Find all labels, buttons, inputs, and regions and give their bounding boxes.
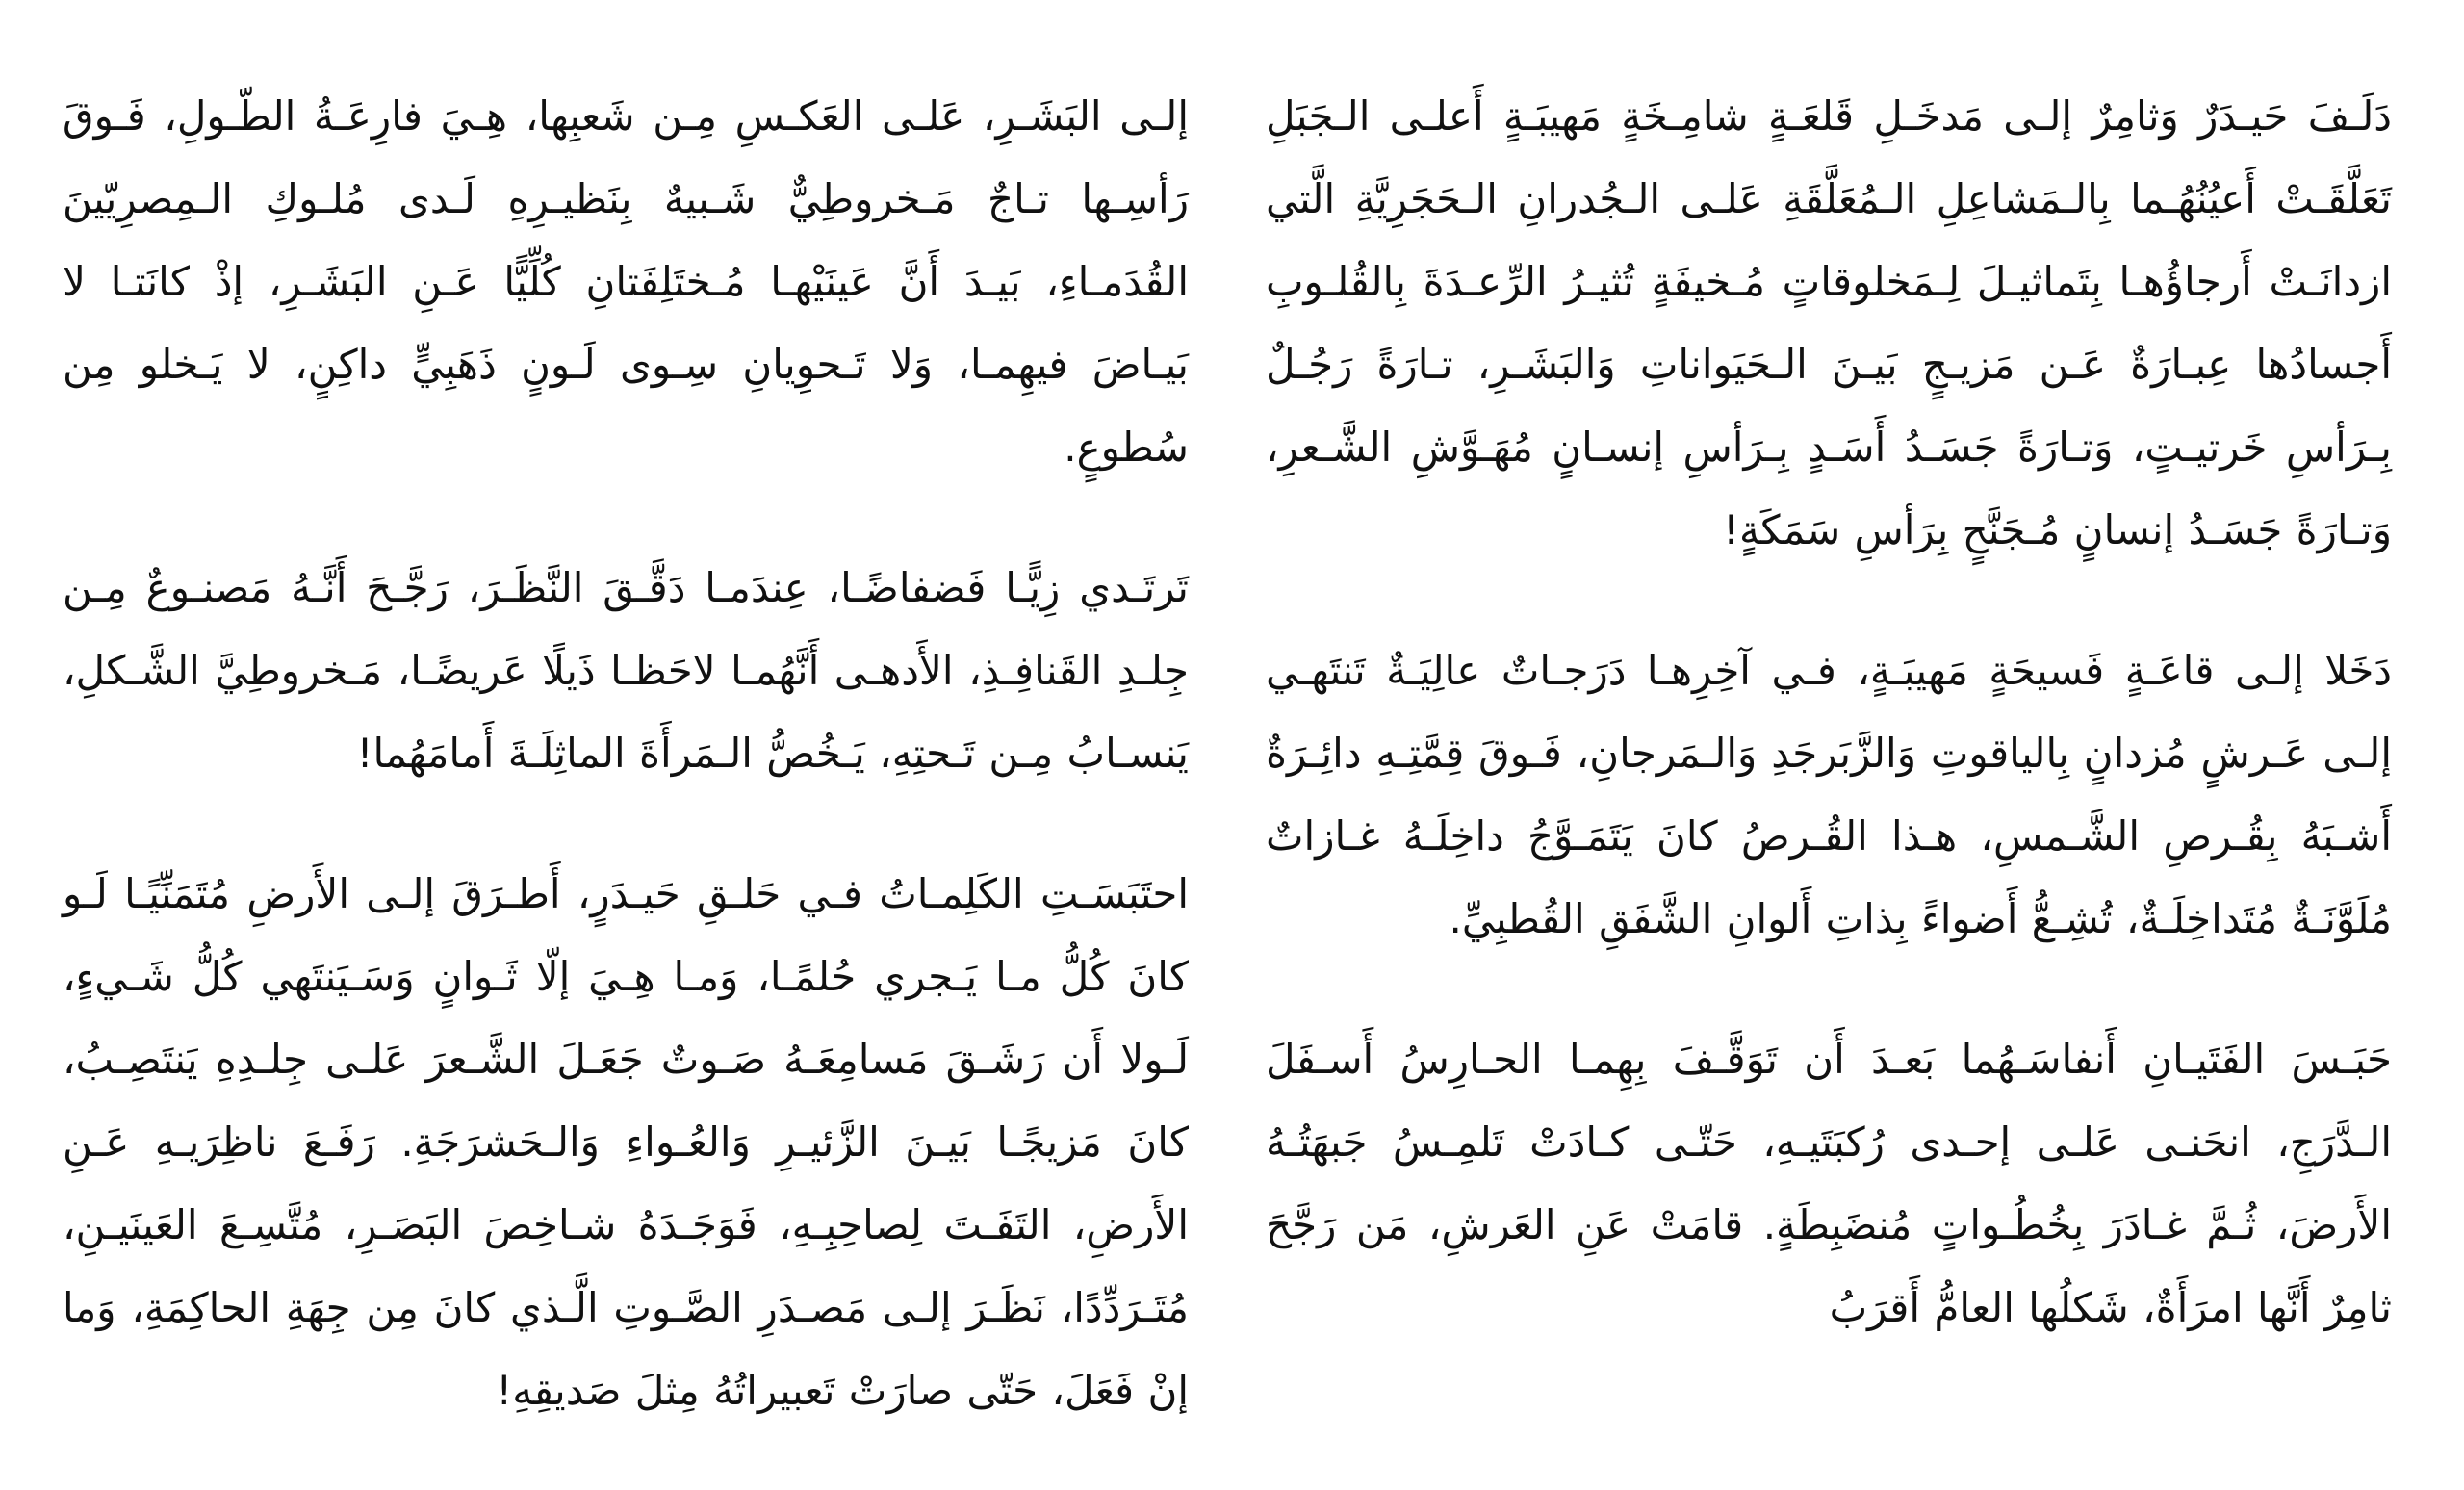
paragraph: حَبَـسَ الفَتَيـانِ أَنفاسَـهُما بَعـدَ أَن تَوَقَّـفَ بِهِمـا الحـارِسُ أَسـفَلَ الـدَّرَجِ، انحَنـى عَلـى إحـدى رُكبَتَيـهِ، حَتّـى كـادَتْ تَلمِـسُ جَبهَتُـهُ الأَرضَ، ثُـمَّ غـادَرَ بِخُطُـواتٍ مُنضَبِطَةٍ. قامَتْ عَنِ العَرشِ، مَن رَجَّحَ ثامِرٌ أَنَّها امرَأَةٌ، شَكلُها العامُّ أَقرَبُ <box>1266 1036 2392 1331</box>
right-text-column <box>1266 75 2392 1407</box>
paragraph: تَرتَـدي زِيًّـا فَضفاضًـا، عِندَمـا دَقَّـقَ النَّظَـرَ، رَجَّـحَ أَنَّـهُ مَصنـوعٌ مِـن جِلـدِ القَنافِـذِ، الأَدهـى أَنَّهُمـا لاحَظـا ذَيلًا عَريضًـا، مَـخروطِيَّ الشَّـكلِ، يَنسـابُ مِـن تَـحتِهِ، يَـخُصُّ الـمَرأَةَ الماثِلَـةَ أَمامَهُما! <box>63 564 1189 777</box>
left-text-column <box>63 75 1189 1490</box>
paragraph: دَلَـفَ حَيـدَرٌ وَثامِرٌ إلـى مَدخَـلِ قَلعَـةٍ شامِـخَةٍ مَهيبَـةٍ أَعلـى الـجَبَلِ تَعَلَّقَـتْ أَعيُنُهُـما بِالـمَشاعِلِ الـمُعَلَّقَةِ عَلـى الـجُدرانِ الـحَجَرِيَّةِ الَّتي ازدانَـتْ أَرجاؤُهـا بِتَماثيـلَ لِـمَخلوقاتٍ مُـخيفَةٍ تُثيـرُ الرِّعـدَةَ بِالقُلـوبِ أَجسادُها عِبـارَةٌ عَـن مَزيـجٍ بَيـنَ الـحَيَواناتِ وَالبَشَـرِ، تـارَةً رَجُـلٌ بِـرَأسِ خَرتيـتٍ، وَتـارَةً جَسَـدُ أَسَـدٍ بِـرَأسِ إنسـانٍ مُهَـوَّشِ الشَّـعرِ، وَتـارَةً جَسَـدُ إنسانٍ مُـجَنَّحٍ بِرَأسِ سَمَكَةٍ! <box>1266 92 2392 553</box>
paragraph: احتَبَسَـتِ الكَلِمـاتُ فـي حَلـقِ حَيـدَرٍ، أَطـرَقَ إلـى الأَرضِ مُتَمَنِّيًـا لَـو كانَ كُلُّ مـا يَـجري حُلمًـا، وَمـا هِـيَ إلّا ثَـوانٍ وَسَـيَنتَهي كُلُّ شَـيءٍ، لَـولا أَن رَشَـقَ مَسامِعَـهُ صَـوتٌ جَعَـلَ الشَّـعرَ عَلـى جِلـدِهِ يَنتَصِـبُ، كانَ مَزيجًـا بَيـنَ الزَّئيـرِ وَالعُـواءِ وَالـحَشرَجَةِ. رَفَـعَ ناظِرَيـهِ عَـنِ الأَرضِ، التَفَـتَ لِصاحِبِـهِ، فَوَجَـدَهُ شـاخِصَ البَصَـرِ، مُتَّسِـعَ العَينَيـنِ، مُتَـرَدِّدًا، نَظَـرَ إلـى مَصـدَرِ الصَّـوتِ الَّـذي كانَ مِن جِهَةِ الحاكِمَةِ، وَما إنْ فَعَلَ، حَتّى صارَتْ تَعبيراتُهُ مِثلَ صَديقِهِ! <box>63 870 1189 1414</box>
paragraph: إلـى البَشَـرِ، عَلـى العَكـسِ مِـن شَعبِها، هِـيَ فارِعَـةُ الطّـولِ، فَـوقَ رَأسِـها تـاجٌ مَـخروطِيٌّ شَـبيهٌ بِنَظيـرِهِ لَـدى مُلـوكِ الـمِصرِيّينَ القُدَمـاءِ، بَيـدَ أَنَّ عَينَيْهـا مُـختَلِفَتانِ كُلِّيًّا عَـنِ البَشَـرِ، إذْ كانَتـا لا بَيـاضَ فيهِمـا، وَلا تَـحوِيانِ سِـوى لَـونٍ ذَهَبِيٍّ داكِنٍ، لا يَـخلو مِن سُطوعٍ. <box>63 92 1189 471</box>
paragraph: دَخَلا إلـى قاعَـةٍ فَسيحَةٍ مَهيبَـةٍ، فـي آخِرِهـا دَرَجـاتٌ عالِيَـةٌ تَنتَهـي إلـى عَـرشٍ مُزدانٍ بِالياقوتِ وَالزَّبَرجَدِ وَالـمَرجانِ، فَـوقَ قِمَّتِـهِ دائِـرَةٌ أَشـبَهُ بِقُـرصِ الشَّـمسِ، هـذا القُـرصُ كانَ يَتَمَـوَّجُ داخِلَـهُ غـازاتٌ مُلَوَّنَـةٌ مُتَداخِلَـةٌ، تُشِـعُّ أَضواءً بِذاتِ أَلوانِ الشَّفَقِ القُطبِيِّ. <box>1266 647 2392 942</box>
